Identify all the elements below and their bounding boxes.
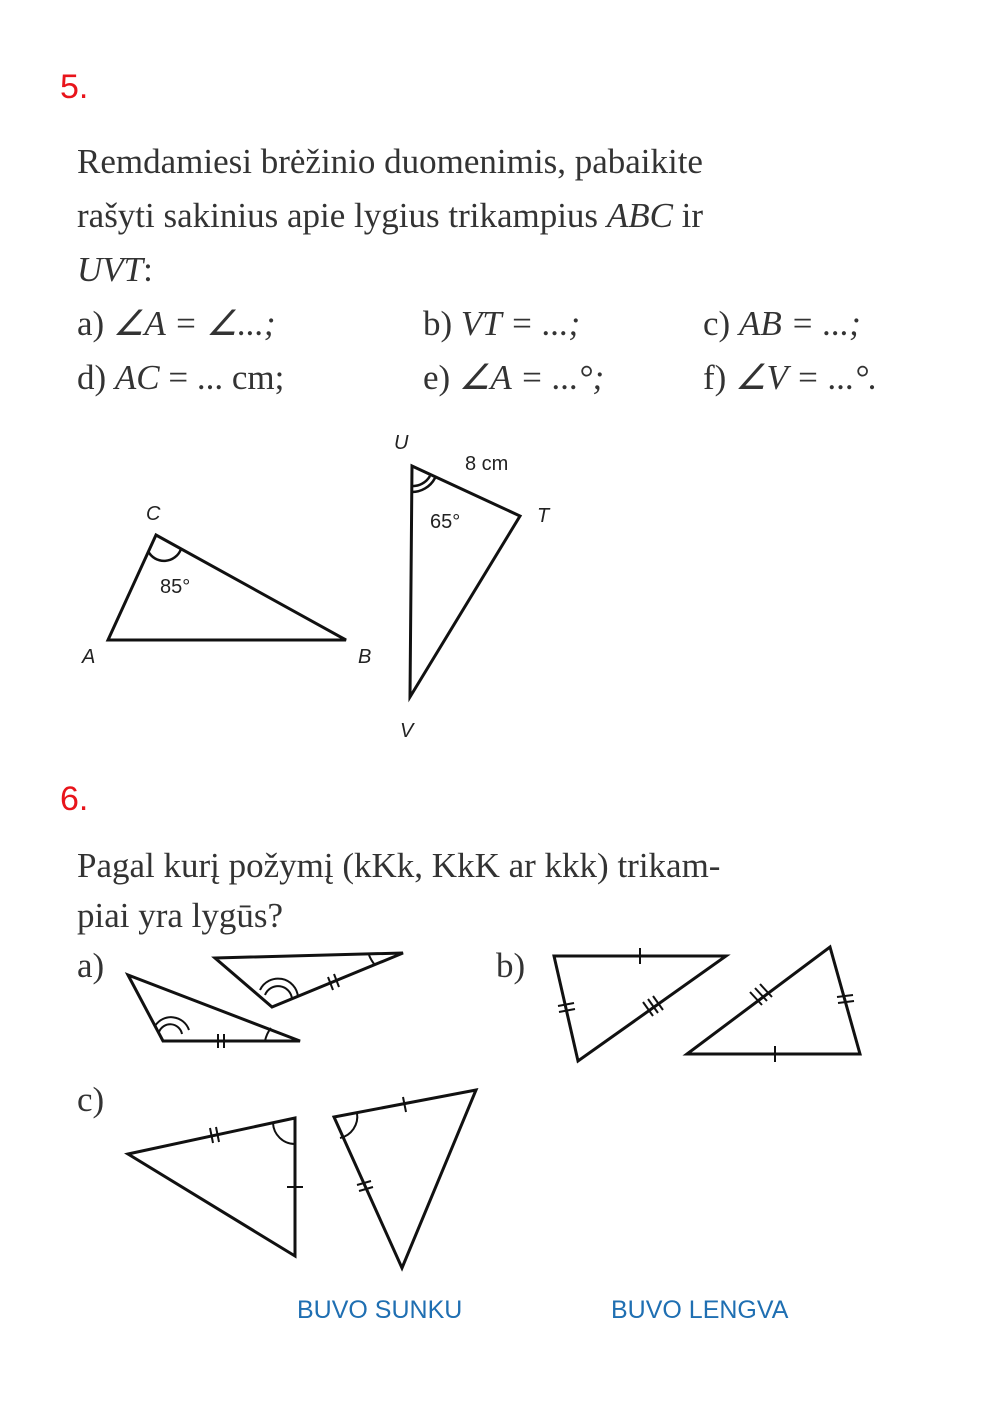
task-6a-left-small-arc: [265, 1028, 271, 1041]
task-6c-triangles: [128, 1090, 476, 1268]
task-5-number: 5.: [60, 68, 89, 106]
task-5-item-a: [77, 304, 275, 344]
task-6-text-line-1: Pagal kurį požymį (kKk, KkK ar kkk) trikam-: [77, 846, 721, 885]
task-5-item-d: [77, 358, 284, 398]
vertex-v-label: V: [400, 720, 414, 742]
task-6a-triangles: [128, 953, 403, 1048]
item-e-expression: ∠A = ...°;: [458, 358, 605, 397]
task-6-label-b: b): [496, 946, 526, 985]
vertex-u-label: U: [394, 432, 409, 454]
task-6b-left-tick-side-2: [559, 1009, 575, 1012]
item-a-expression: ∠A = ∠...;: [112, 304, 276, 343]
task-5-text-line-2: [77, 196, 703, 236]
task-6c-right-tick-1: [357, 1181, 371, 1185]
task-6b-triangle-right: [687, 947, 860, 1054]
task-5-text-line-2-end: ir: [672, 196, 704, 235]
task-5-text-line-3-colon: :: [143, 250, 153, 289]
triangle-uvt-outline: [410, 466, 520, 697]
angle-u-arc-outer: [411, 478, 435, 492]
task-6a-triangle-right: [215, 953, 403, 1007]
task-6b-left-tick-diag-3: [653, 996, 663, 1010]
item-d-variable: AC: [114, 358, 160, 397]
item-f-label: f): [703, 358, 736, 397]
vertex-t-label: T: [537, 505, 550, 527]
angle-u-value: 65°: [430, 511, 461, 533]
task-6-label-a: a): [77, 946, 105, 985]
task-6b-right-tick-diag-1: [750, 992, 762, 1005]
item-d-label: d): [77, 358, 115, 397]
hard-button[interactable]: BUVO SUNKU: [297, 1296, 463, 1324]
task-6a-right-arc-inner: [265, 986, 292, 999]
item-d-rest: = ... cm;: [159, 358, 285, 397]
item-c-label: c): [703, 304, 739, 343]
task-6c-left-tick-1: [210, 1128, 213, 1143]
task-6-number: 6.: [60, 780, 89, 818]
triangle-abc: [108, 535, 346, 640]
vertex-c-label: C: [146, 503, 161, 525]
task-6a-triangle-left: [128, 975, 300, 1041]
task-6b-right-tick-diag-2: [755, 988, 767, 1001]
task-5-item-b: [423, 304, 580, 344]
angle-c-value: 85°: [160, 576, 191, 598]
task-6b-left-tick-diag-2: [648, 999, 658, 1013]
angle-u-arc-inner: [411, 476, 430, 486]
vertex-b-label: B: [358, 646, 372, 668]
task-6a-right-tick-2: [334, 974, 339, 987]
vertex-a-label: A: [82, 646, 96, 668]
triangle-uvt-name: UVT: [77, 250, 144, 289]
task-6a-right-small-arc: [369, 955, 375, 965]
item-e-label: e): [423, 358, 459, 397]
easy-button[interactable]: BUVO LENGVA: [611, 1296, 789, 1324]
angle-c-arc: [148, 549, 181, 561]
task-6b-right-tick-side-1: [837, 995, 853, 997]
item-f-expression: ∠V = ...°.: [735, 358, 878, 397]
triangle-abc-outline: [108, 535, 346, 640]
side-ut-length: 8 cm: [465, 453, 509, 475]
task-5-text-line-1: Remdamiesi brėžinio duomenimis, pabaikite: [77, 142, 703, 181]
task-6b-triangles: [554, 947, 860, 1062]
task-6-text-line-2: piai yra lygūs?: [77, 896, 284, 935]
task-5-text-line-3: [77, 250, 153, 290]
task-5-item-f: [703, 358, 877, 398]
triangle-abc-name: ABC: [606, 196, 673, 235]
task-6b-right-tick-diag-3: [760, 984, 772, 997]
item-a-label: a): [77, 304, 113, 343]
task-6c-left-tick-2: [216, 1127, 219, 1142]
item-c-expression: AB = ...;: [738, 304, 861, 343]
task-5-item-c: [703, 304, 861, 344]
task-6b-right-tick-side-2: [838, 1001, 854, 1003]
triangle-uvt: [410, 466, 520, 697]
task-6b-left-tick-side-1: [558, 1003, 574, 1006]
task-6a-left-arc-inner: [159, 1024, 182, 1034]
task-6c-right-arc: [340, 1113, 357, 1138]
task-6-label-c: c): [77, 1080, 105, 1119]
task-6a-left-arc-outer: [155, 1017, 189, 1030]
item-b-label: b): [423, 304, 461, 343]
task-6c-triangle-left: [128, 1118, 295, 1256]
item-b-expression: VT = ...;: [460, 304, 581, 343]
task-6c-right-tick-2: [359, 1187, 373, 1191]
task-6c-right-tick-top: [403, 1097, 406, 1112]
task-6a-right-arc-outer: [260, 979, 298, 997]
task-6c-left-arc: [273, 1123, 295, 1144]
task-5-item-e: [423, 358, 604, 398]
task-6a-right-tick-1: [328, 977, 333, 990]
task-5-text-line-2-start: rašyti sakinius apie lygius trikampius: [77, 196, 607, 235]
task-6b-left-tick-diag-1: [643, 1002, 653, 1016]
task-6c-triangle-right: [334, 1090, 476, 1268]
task-6b-triangle-left: [554, 956, 726, 1061]
